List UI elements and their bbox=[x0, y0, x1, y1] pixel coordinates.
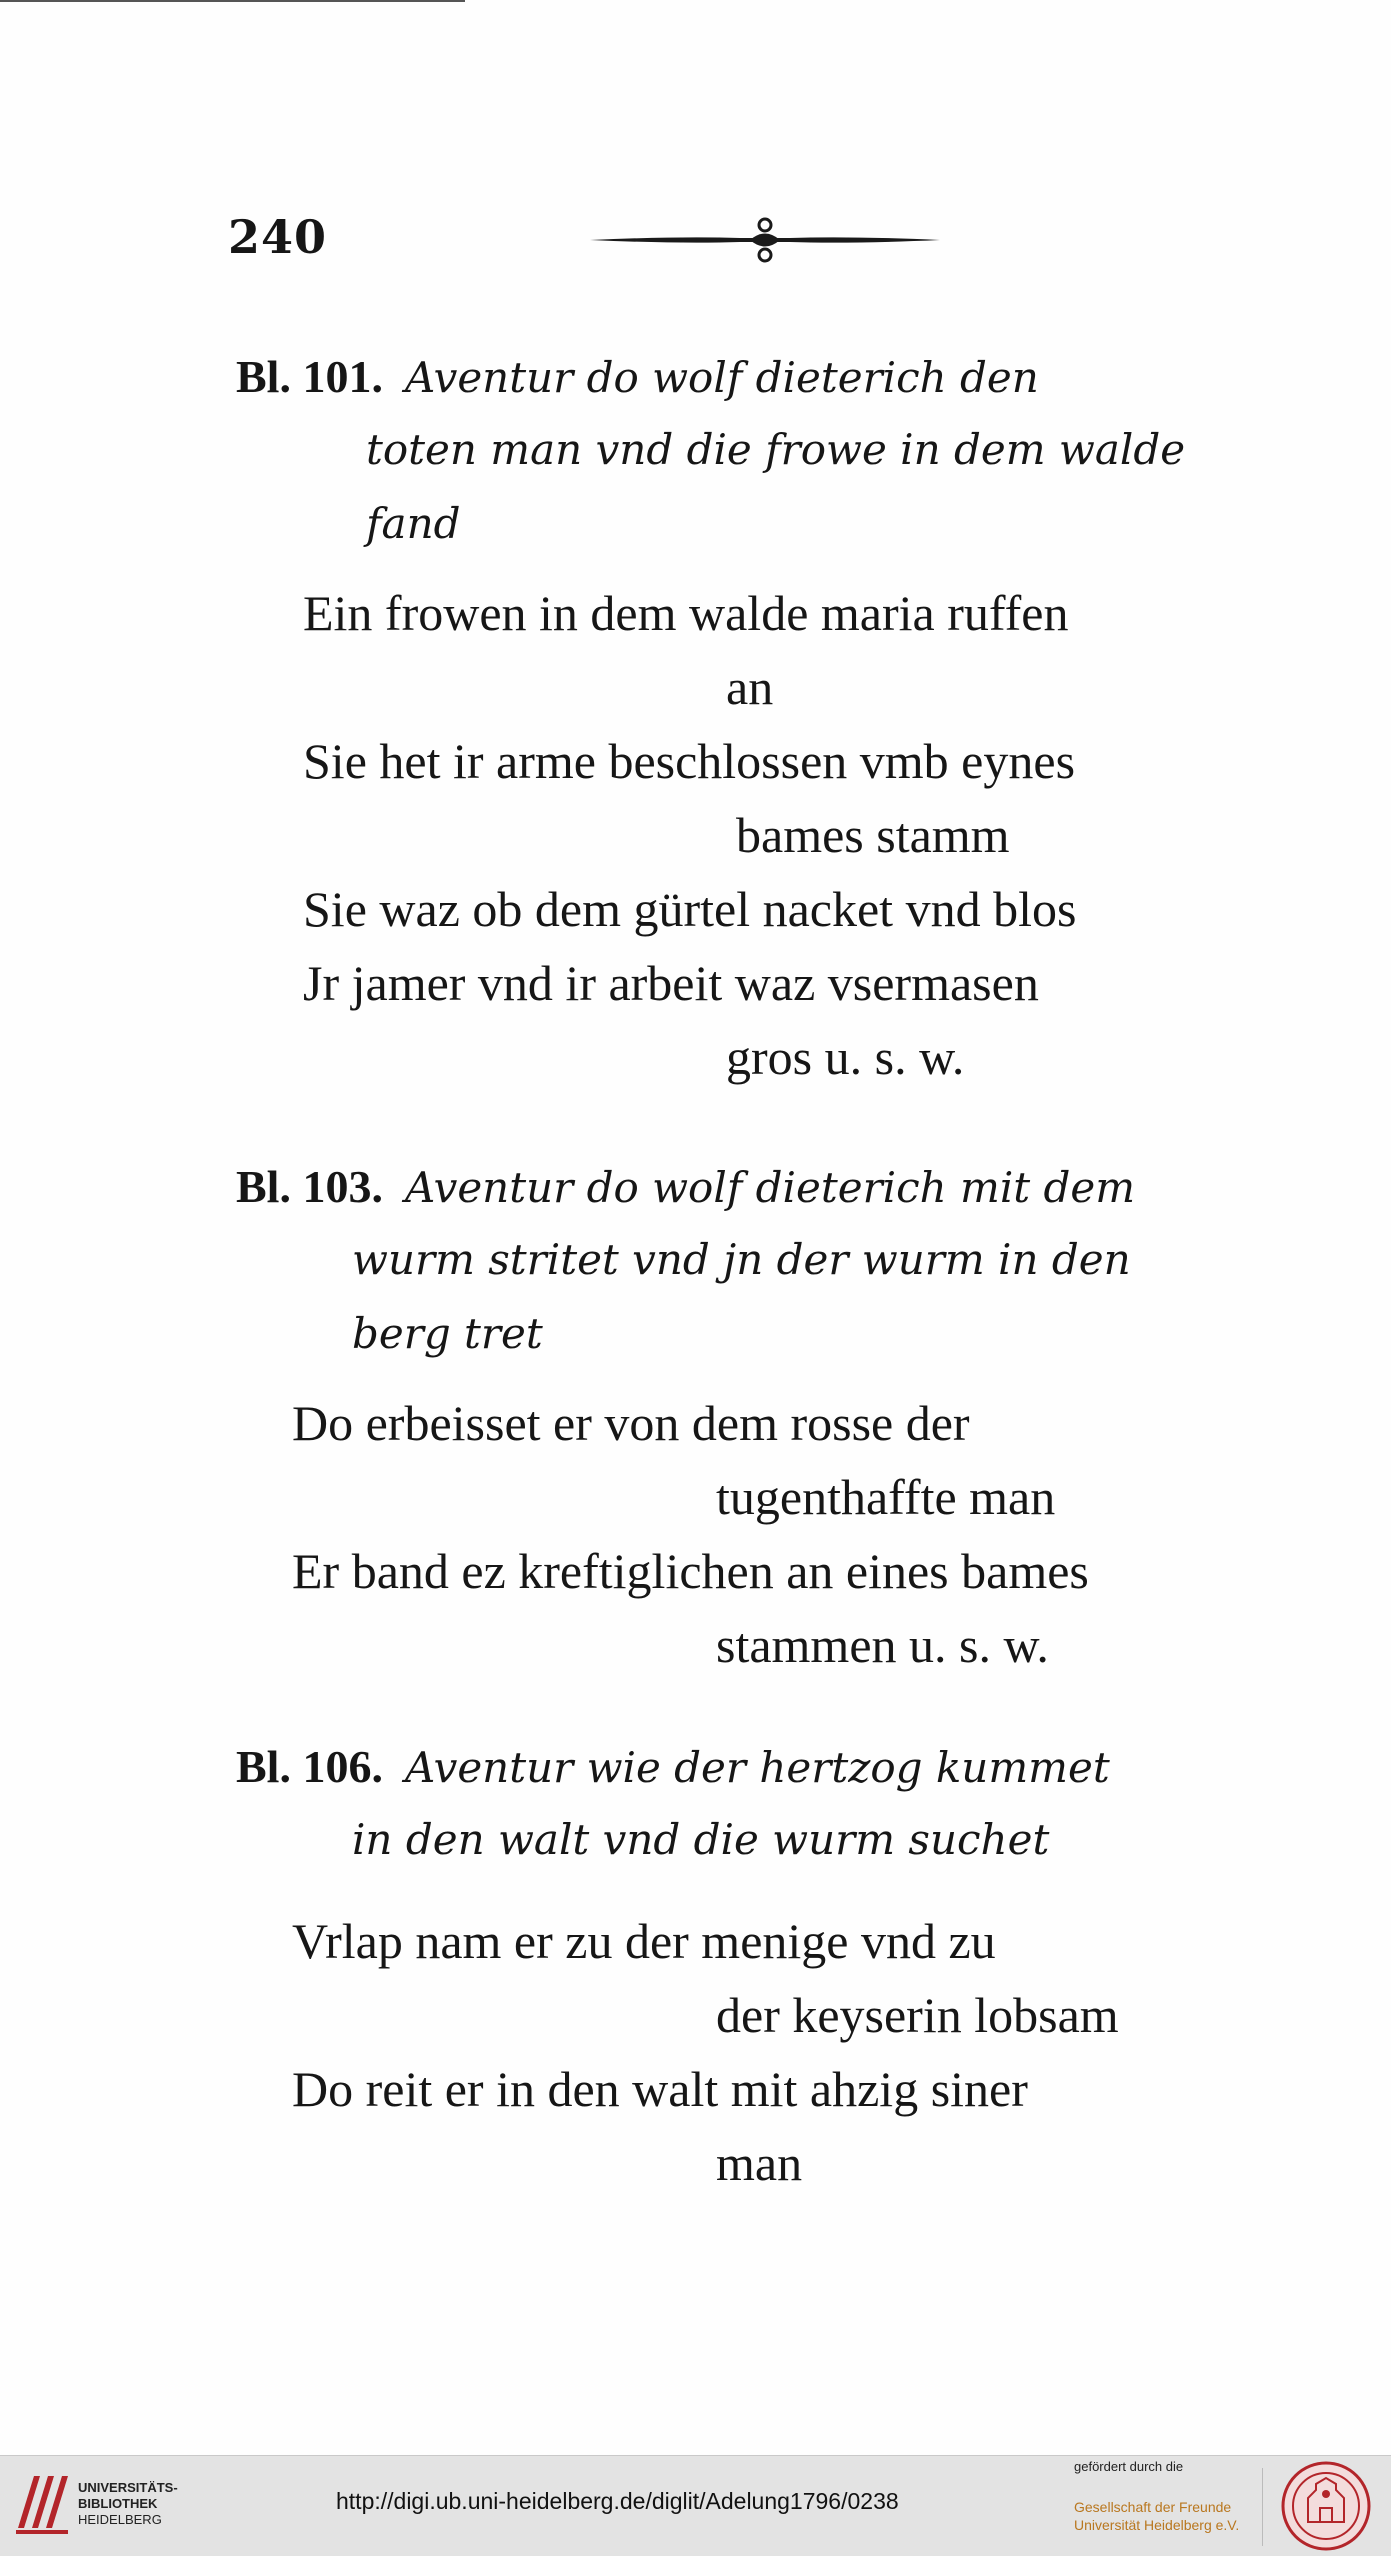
entry-title-continued: berg tret bbox=[352, 1309, 543, 1358]
entry-title-continued: toten man vnd die frowe in dem walde bbox=[366, 425, 1186, 474]
verse-line: Er band ez kreftiglichen an eines bames bbox=[292, 1543, 1089, 1599]
verse-line-continued: man bbox=[716, 2135, 803, 2191]
entry-heading bbox=[236, 1148, 1135, 1226]
sponsor-org-line: Gesellschaft der Freunde bbox=[1074, 2499, 1232, 2515]
sponsor-label: gefördert durch die bbox=[1074, 2459, 1184, 2474]
ornament-rule-icon bbox=[590, 215, 940, 265]
entry-title-continued: fand bbox=[366, 499, 461, 548]
library-name-line: UNIVERSITÄTS- bbox=[78, 2480, 178, 2495]
verse-line-continued: an bbox=[726, 659, 774, 715]
entry-heading bbox=[236, 1728, 1110, 1806]
leaf-reference: Bl. 103. bbox=[236, 1161, 383, 1212]
entry-title: Aventur do wolf dieterich den bbox=[404, 353, 1039, 402]
sponsor-org-line: Universität Heidelberg e.V. bbox=[1074, 2517, 1240, 2533]
entry-title: Aventur wie der hertzog kummet bbox=[404, 1743, 1110, 1792]
entry-heading bbox=[236, 338, 1039, 416]
university-seal-icon[interactable] bbox=[1280, 2460, 1372, 2552]
sponsor-block bbox=[1074, 2458, 1264, 2534]
verse-line-continued: tugenthaffte man bbox=[716, 1469, 1056, 1525]
verse-line: Vrlap nam er zu der menige vnd zu bbox=[292, 1913, 996, 1969]
verse-line-continued: stammen u. s. w. bbox=[716, 1617, 1049, 1673]
entry-title-continued: wurm stritet vnd jn der wurm in den bbox=[352, 1235, 1131, 1284]
verse-line: Do reit er in den walt mit ahzig siner bbox=[292, 2061, 1028, 2117]
entry-title-continued: in den walt vnd die wurm suchet bbox=[352, 1815, 1050, 1864]
library-name bbox=[78, 2480, 178, 2528]
leaf-reference: Bl. 106. bbox=[236, 1741, 383, 1792]
sponsor-organization[interactable] bbox=[1074, 2498, 1264, 2534]
page-number: 240 bbox=[228, 210, 328, 264]
verse-line: Sie waz ob dem gürtel nacket vnd blos bbox=[303, 881, 1077, 937]
scan-edge-line bbox=[0, 0, 465, 2]
library-logo-icon[interactable] bbox=[14, 2468, 70, 2544]
footer-divider bbox=[1262, 2468, 1263, 2546]
library-name-line: BIBLIOTHEK bbox=[78, 2496, 158, 2511]
verse-line-continued: der keyserin lobsam bbox=[716, 1987, 1119, 2043]
verse-line-continued: bames stamm bbox=[736, 807, 1010, 863]
permalink-url[interactable]: http://digi.ub.uni-heidelberg.de/diglit/Adelung1796/0238 bbox=[336, 2488, 899, 2514]
verse-line: Jr jamer vnd ir arbeit waz vsermasen bbox=[303, 955, 1039, 1011]
verse-line: Sie het ir arme beschlossen vmb eynes bbox=[303, 733, 1076, 789]
verse-line-continued: gros u. s. w. bbox=[726, 1029, 965, 1085]
library-name-line: HEIDELBERG bbox=[78, 2512, 162, 2527]
verse-line: Do erbeisset er von dem rosse der bbox=[292, 1395, 970, 1451]
leaf-reference: Bl. 101. bbox=[236, 351, 383, 402]
verse-line: Ein frowen in dem walde maria ruffen bbox=[303, 585, 1069, 641]
entry-title: Aventur do wolf dieterich mit dem bbox=[404, 1163, 1136, 1212]
